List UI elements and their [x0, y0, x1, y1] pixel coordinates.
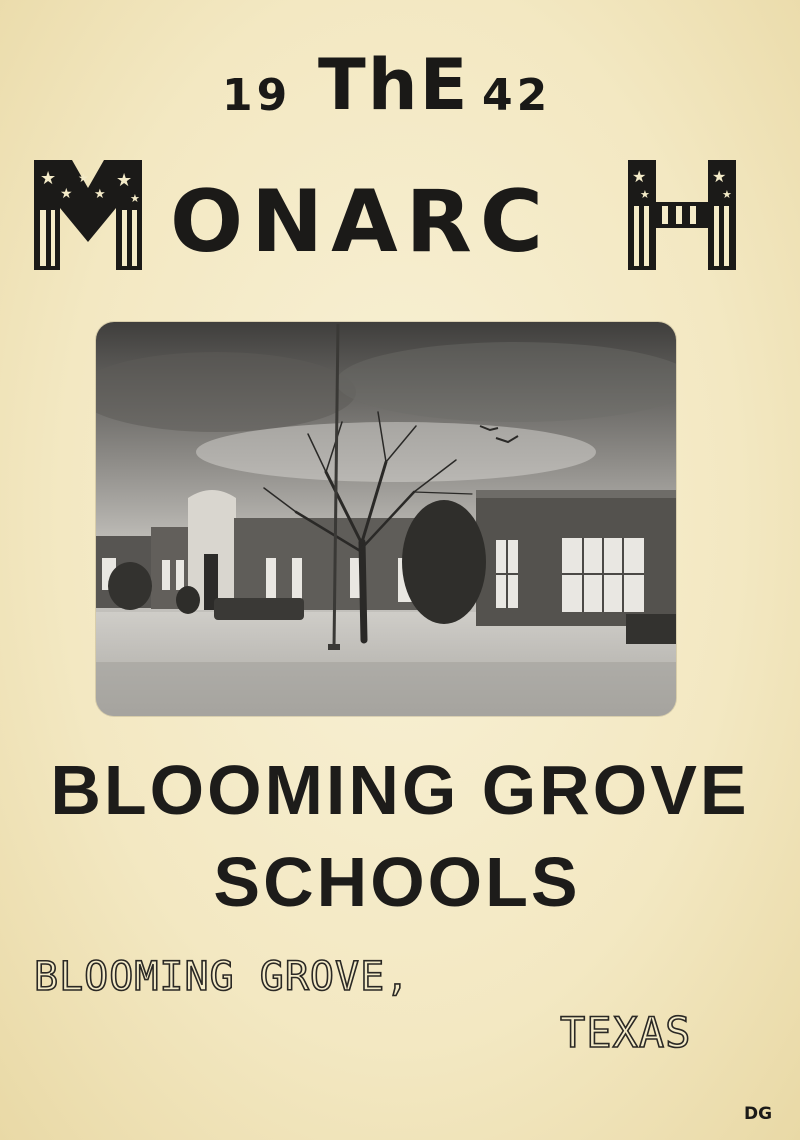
flag-letter-m: [32, 158, 144, 272]
svg-text:★: ★: [94, 187, 106, 202]
year-prefix: 19: [222, 70, 292, 121]
school-title-line-2: SCHOOLS: [213, 843, 581, 921]
svg-text:★: ★: [60, 186, 73, 202]
svg-text:★: ★: [640, 188, 650, 201]
flag-m-icon: [32, 158, 144, 272]
school-building-photo: [96, 322, 676, 716]
svg-text:★: ★: [130, 192, 140, 205]
svg-text:★: ★: [712, 167, 727, 186]
state-name: TEXAS: [560, 1008, 692, 1057]
svg-text:★: ★: [632, 167, 647, 186]
svg-text:★: ★: [116, 170, 133, 191]
yearbook-masthead: [28, 152, 748, 282]
year-suffix: 42: [482, 70, 552, 121]
school-title-line-1: BLOOMING GROVE: [50, 751, 750, 829]
flag-h-icon: [626, 158, 738, 272]
masthead-middle-letters: ONARC: [170, 172, 551, 272]
page-initials: DG: [744, 1104, 773, 1124]
flag-letter-h: [626, 158, 738, 272]
town-name: BLOOMING GROVE,: [34, 954, 411, 1000]
svg-text:★: ★: [78, 171, 89, 185]
svg-text:★: ★: [40, 168, 57, 189]
year-title-line: [0, 44, 800, 124]
svg-text:★: ★: [722, 188, 732, 201]
the-word: ThE: [318, 44, 470, 126]
